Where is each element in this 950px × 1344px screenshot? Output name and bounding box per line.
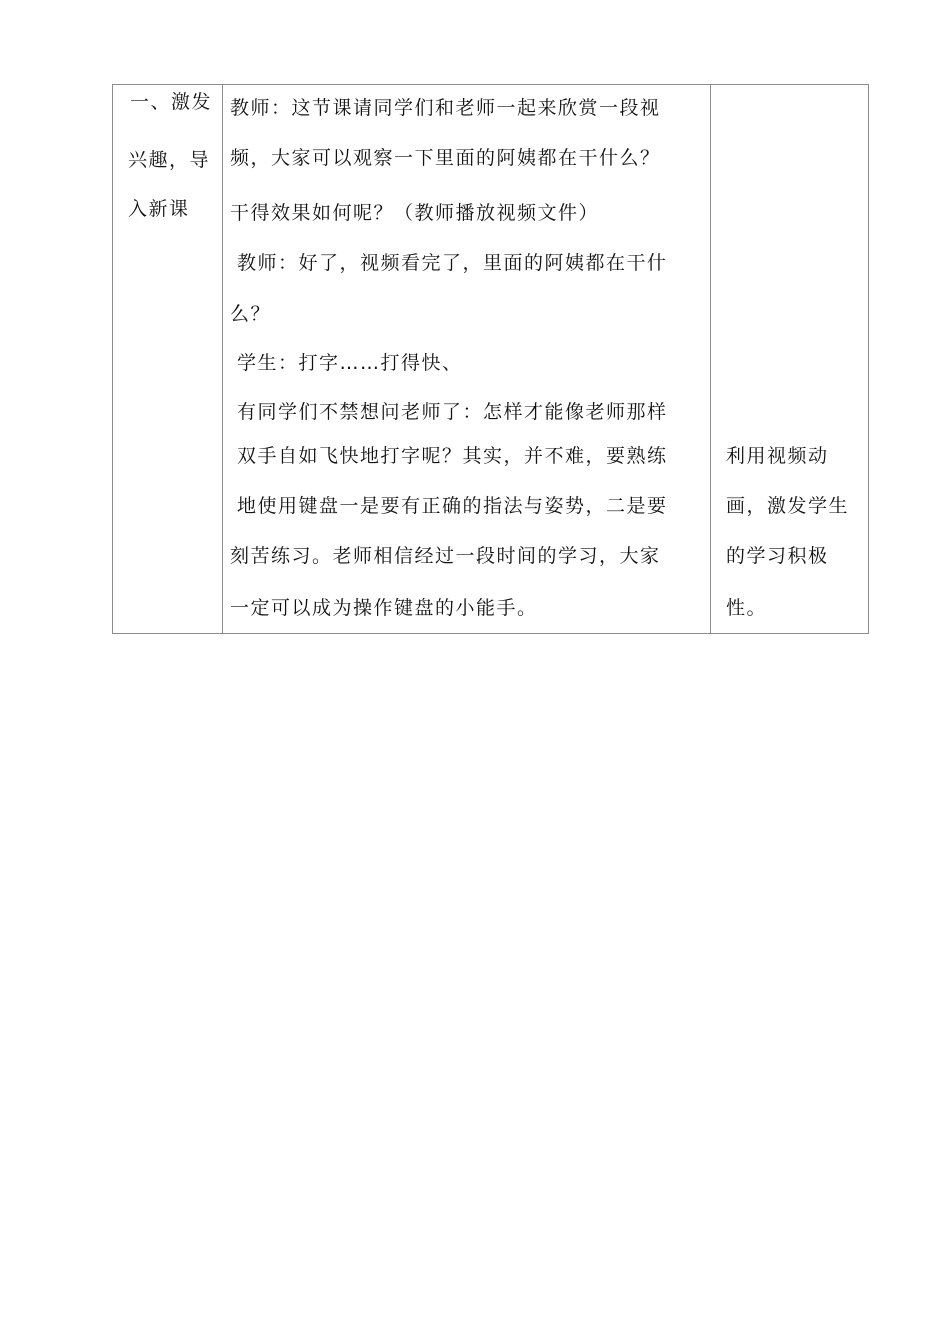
intent-line: 的学习积极 [726, 545, 829, 567]
process-line: 频，大家可以观察一下里面的阿姨都在干什么？ [230, 147, 661, 169]
stage-cell [113, 85, 223, 633]
stage-line: 一、激发 [130, 91, 213, 113]
process-line: 地使用键盘一是要有正确的指法与姿势，二是要 [237, 495, 668, 517]
process-line: 双手自如飞快地打字呢？其实，并不难，要熟练 [237, 445, 668, 467]
process-line: 教师：这节课请同学们和老师一起来欣赏一段视 [230, 97, 661, 119]
process-line: 学生：打字……打得快、 [237, 352, 463, 374]
teaching-process-cell [223, 85, 711, 633]
lesson-plan-table [112, 84, 869, 634]
stage-line: 兴趣，导 [128, 149, 211, 171]
process-line: 么？ [230, 303, 272, 325]
intent-line: 利用视频动 [726, 445, 829, 467]
process-line: 有同学们不禁想问老师了：怎样才能像老师那样 [237, 401, 668, 423]
process-line: 教师：好了，视频看完了，里面的阿姨都在干什 [237, 252, 668, 274]
intent-line: 画，激发学生 [726, 495, 850, 517]
design-intent-cell [711, 85, 868, 633]
intent-line: 性。 [726, 597, 768, 619]
process-line: 干得效果如何呢？（教师播放视频文件） [230, 202, 600, 224]
process-line: 刻苦练习。老师相信经过一段时间的学习，大家 [230, 545, 661, 567]
process-line: 一定可以成为操作键盘的小能手。 [230, 597, 538, 619]
stage-line: 入新课 [128, 198, 190, 220]
